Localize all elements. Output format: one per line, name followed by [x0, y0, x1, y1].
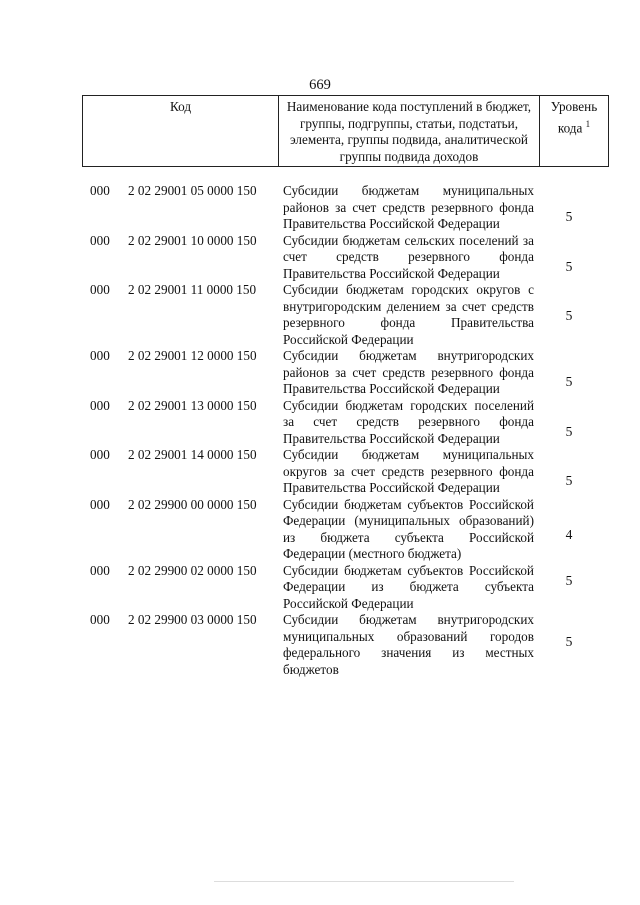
row-prefix: 000	[90, 562, 110, 578]
table-row	[82, 497, 607, 563]
row-prefix: 000	[90, 282, 110, 297]
row-description: Субсидии бюджетам муниципальных округов за счет средств резервного фонда Правительства Российской Федерации	[283, 447, 534, 495]
table-row	[82, 447, 607, 497]
row-prefix: 000	[90, 447, 110, 462]
row-code: 2 02 29001 05 0000 150	[128, 183, 257, 198]
row-code: 2 02 29900 03 0000 150	[128, 612, 257, 627]
header-level	[540, 96, 609, 167]
header-level-text: Уровень кода	[550, 99, 598, 135]
table-row	[82, 282, 607, 348]
row-code: 2 02 29001 10 0000 150	[128, 232, 257, 248]
row-code: 2 02 29001 13 0000 150	[128, 397, 257, 413]
table-body	[82, 183, 607, 678]
header-code: Код	[83, 96, 279, 167]
row-description: Субсидии бюджетам субъектов Российской Федерации (муниципальных образований) из бюджета субъекта Российской Федерации (местного бюджета)	[283, 496, 534, 561]
row-prefix: 000	[90, 348, 110, 363]
row-code: 2 02 29900 00 0000 150	[128, 496, 257, 512]
page-number: 669	[309, 77, 331, 93]
row-level: 5	[565, 473, 573, 488]
row-description: Субсидии бюджетам внутригородских районов за счет средств резервного фонда Правительства Российской Федерации	[283, 348, 534, 396]
table-row	[82, 612, 607, 678]
row-prefix: 000	[90, 183, 110, 198]
row-prefix: 000	[90, 397, 110, 413]
row-code: 2 02 29900 02 0000 150	[128, 562, 257, 578]
table-row	[82, 398, 607, 448]
header-level-footnote: 1	[585, 118, 591, 129]
table-row	[82, 233, 607, 283]
row-description: Субсидии бюджетам городских поселений за счет средств резервного фонда Правительства Российской Федерации	[283, 397, 534, 446]
row-description: Субсидии бюджетам городских округов с внутригородским делением за счет средств резервного фонда Правительства Российской Федерации	[283, 282, 534, 347]
row-prefix: 000	[90, 232, 110, 248]
row-description: Субсидии бюджетам субъектов Российской Федерации из бюджета субъекта Российской Федерации	[283, 562, 534, 611]
row-level: 5	[565, 423, 573, 439]
row-level: 5	[565, 572, 573, 588]
row-code: 2 02 29001 11 0000 150	[128, 282, 257, 297]
row-level: 5	[565, 209, 573, 224]
row-description: Субсидии бюджетам муниципальных районов за счет средств резервного фонда Правительства Российской Федерации	[283, 183, 534, 231]
row-level: 5	[565, 308, 573, 323]
row-code: 2 02 29001 14 0000 150	[128, 447, 257, 462]
table-row	[82, 563, 607, 613]
row-prefix: 000	[90, 612, 110, 627]
scan-artifact-line	[214, 881, 514, 882]
table-row	[82, 348, 607, 398]
row-level: 5	[565, 634, 573, 649]
row-level: 4	[565, 526, 573, 542]
row-prefix: 000	[90, 496, 110, 512]
table-row	[82, 183, 607, 233]
row-code: 2 02 29001 12 0000 150	[128, 348, 257, 363]
row-level: 5	[565, 374, 573, 389]
row-description: Субсидии бюджетам сельских поселений за счет средств резервного фонда Правительства Российской Федерации	[283, 232, 534, 281]
row-level: 5	[565, 258, 573, 274]
table-header	[82, 95, 609, 167]
row-description: Субсидии бюджетам внутригородских муниципальных образований городов федерального значения из местных бюджетов	[283, 612, 534, 677]
header-name: Наименование кода поступлений в бюджет, группы, подгруппы, статьи, подстатьи, элемента, группы подвида, аналитической группы подвида доходов	[279, 96, 540, 167]
